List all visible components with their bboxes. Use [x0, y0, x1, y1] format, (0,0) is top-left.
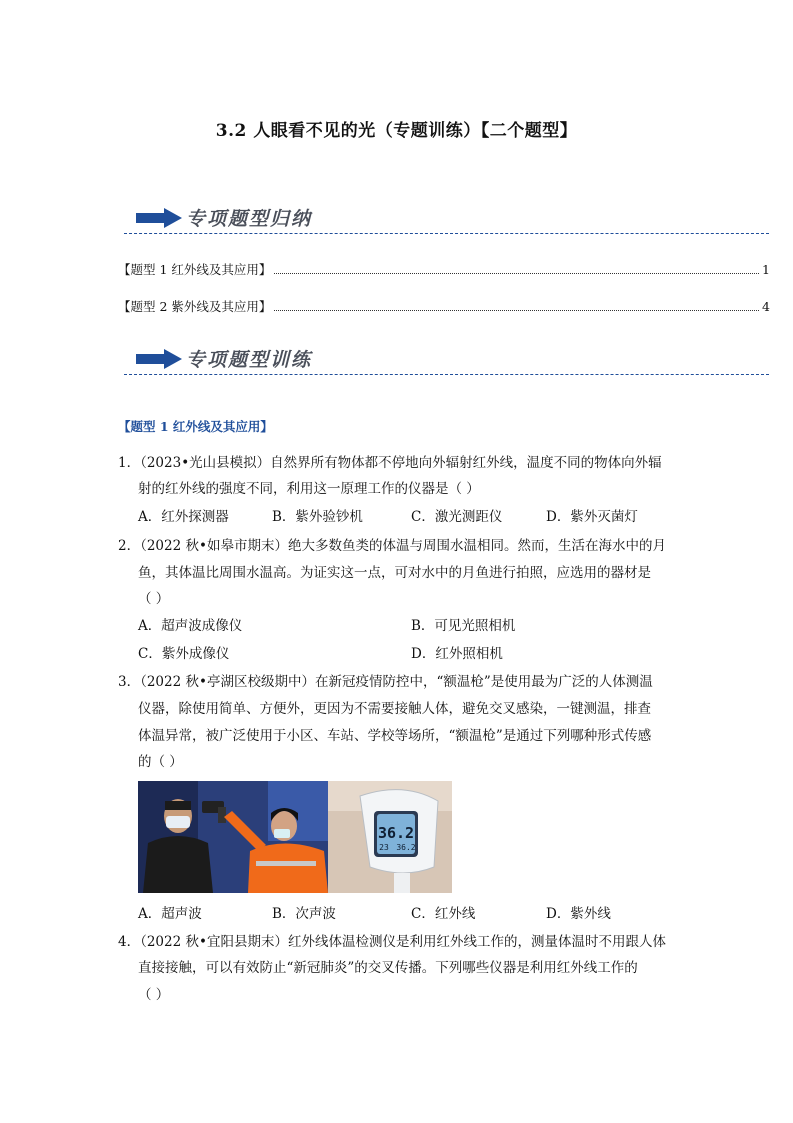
- question-1-option-c[interactable]: C．激光测距仪: [411, 509, 503, 525]
- toc-entry-1[interactable]: [118, 260, 770, 280]
- toc-leader-dots: [274, 310, 759, 311]
- question-3-text: 体温异常，被广泛使用于小区、车站、学校等场所，“额温枪”是通过下列哪种形式传感: [138, 728, 652, 744]
- question-3-text: 仪器，除使用简单、方便外，更因为不需要接触人体，避免交叉感染，一键测温，排查: [138, 701, 651, 717]
- page-title: 3.2 人眼看不见的光（专题训练）【二个题型】: [215, 121, 578, 141]
- question-2-option-a[interactable]: A．超声波成像仪: [138, 618, 243, 634]
- section-banner-training: [124, 341, 769, 381]
- question-2-option-c[interactable]: C．紫外成像仪: [138, 646, 230, 662]
- question-2-option-d[interactable]: D．红外照相机: [411, 646, 503, 662]
- question-1-option-a[interactable]: A．红外探测器: [138, 509, 229, 525]
- toc-entry-2[interactable]: [118, 297, 770, 317]
- question-1-text: 1．（2023•光山县模拟）自然界所有物体都不停地向外辐射红外线，温度不同的物体向外辐: [118, 455, 662, 471]
- question-2-text: 鱼，其体温比周围水温高。为证实这一点，可对水中的月鱼进行拍照，应选用的器材是: [138, 565, 651, 581]
- question-2-option-b[interactable]: B．可见光照相机: [411, 618, 516, 634]
- divider: [124, 374, 769, 375]
- question-2-text: 2．（2022 秋•如皋市期末）绝大多数鱼类的体温与周围水温相同。然而，生活在海水中的月: [118, 538, 666, 554]
- toc-leader-dots: [274, 273, 759, 274]
- thermometer-ambient-reading: 23: [379, 843, 389, 852]
- toc-entry-label: 【题型 1 红外线及其应用】: [118, 262, 272, 277]
- banner-summary-text: 专项题型归纳: [186, 208, 313, 230]
- section-banner-summary: [124, 200, 769, 240]
- question-3-option-d[interactable]: D．紫外线: [546, 906, 611, 922]
- thermometer-secondary-reading: 36.2: [396, 843, 416, 852]
- question-3-option-b[interactable]: B．次声波: [272, 906, 336, 922]
- arrow-right-icon: [136, 208, 182, 228]
- question-4-text: 直接接触，可以有效防止“新冠肺炎”的交叉传播。下列哪些仪器是利用红外线工作的: [138, 960, 638, 976]
- section-heading: 【题型 1 红外线及其应用】: [118, 419, 273, 434]
- question-3-photo: [138, 781, 452, 893]
- question-4-text: （ ）: [138, 987, 170, 1003]
- question-1-option-d[interactable]: D．紫外灭菌灯: [546, 509, 638, 525]
- question-3-option-c[interactable]: C．红外线: [411, 906, 476, 922]
- question-2-text: （ ）: [138, 591, 170, 607]
- toc-entry-label: 【题型 2 紫外线及其应用】: [118, 299, 272, 314]
- forehead-thermometer-illustration: [138, 781, 452, 893]
- question-3-option-a[interactable]: A．超声波: [138, 906, 202, 922]
- question-3-text: 3．（2022 秋•亭湖区校级期中）在新冠疫情防控中，“额温枪”是使用最为广泛的人体测温: [118, 674, 653, 690]
- question-3-text: 的（ ）: [138, 754, 183, 770]
- divider: [124, 233, 769, 234]
- toc-page-number: 1: [762, 262, 770, 277]
- thermometer-reading: 36.2: [377, 824, 415, 842]
- question-1-option-b[interactable]: B．紫外验钞机: [272, 509, 363, 525]
- banner-training-text: 专项题型训练: [186, 349, 313, 371]
- arrow-right-icon: [136, 349, 182, 369]
- toc-page-number: 4: [762, 299, 770, 314]
- question-1-text: 射的红外线的强度不同，利用这一原理工作的仪器是（ ）: [138, 481, 480, 497]
- question-4-text: 4．（2022 秋•宜阳县期末）红外线体温检测仪是利用红外线工作的，测量体温时不用跟人体: [118, 934, 666, 950]
